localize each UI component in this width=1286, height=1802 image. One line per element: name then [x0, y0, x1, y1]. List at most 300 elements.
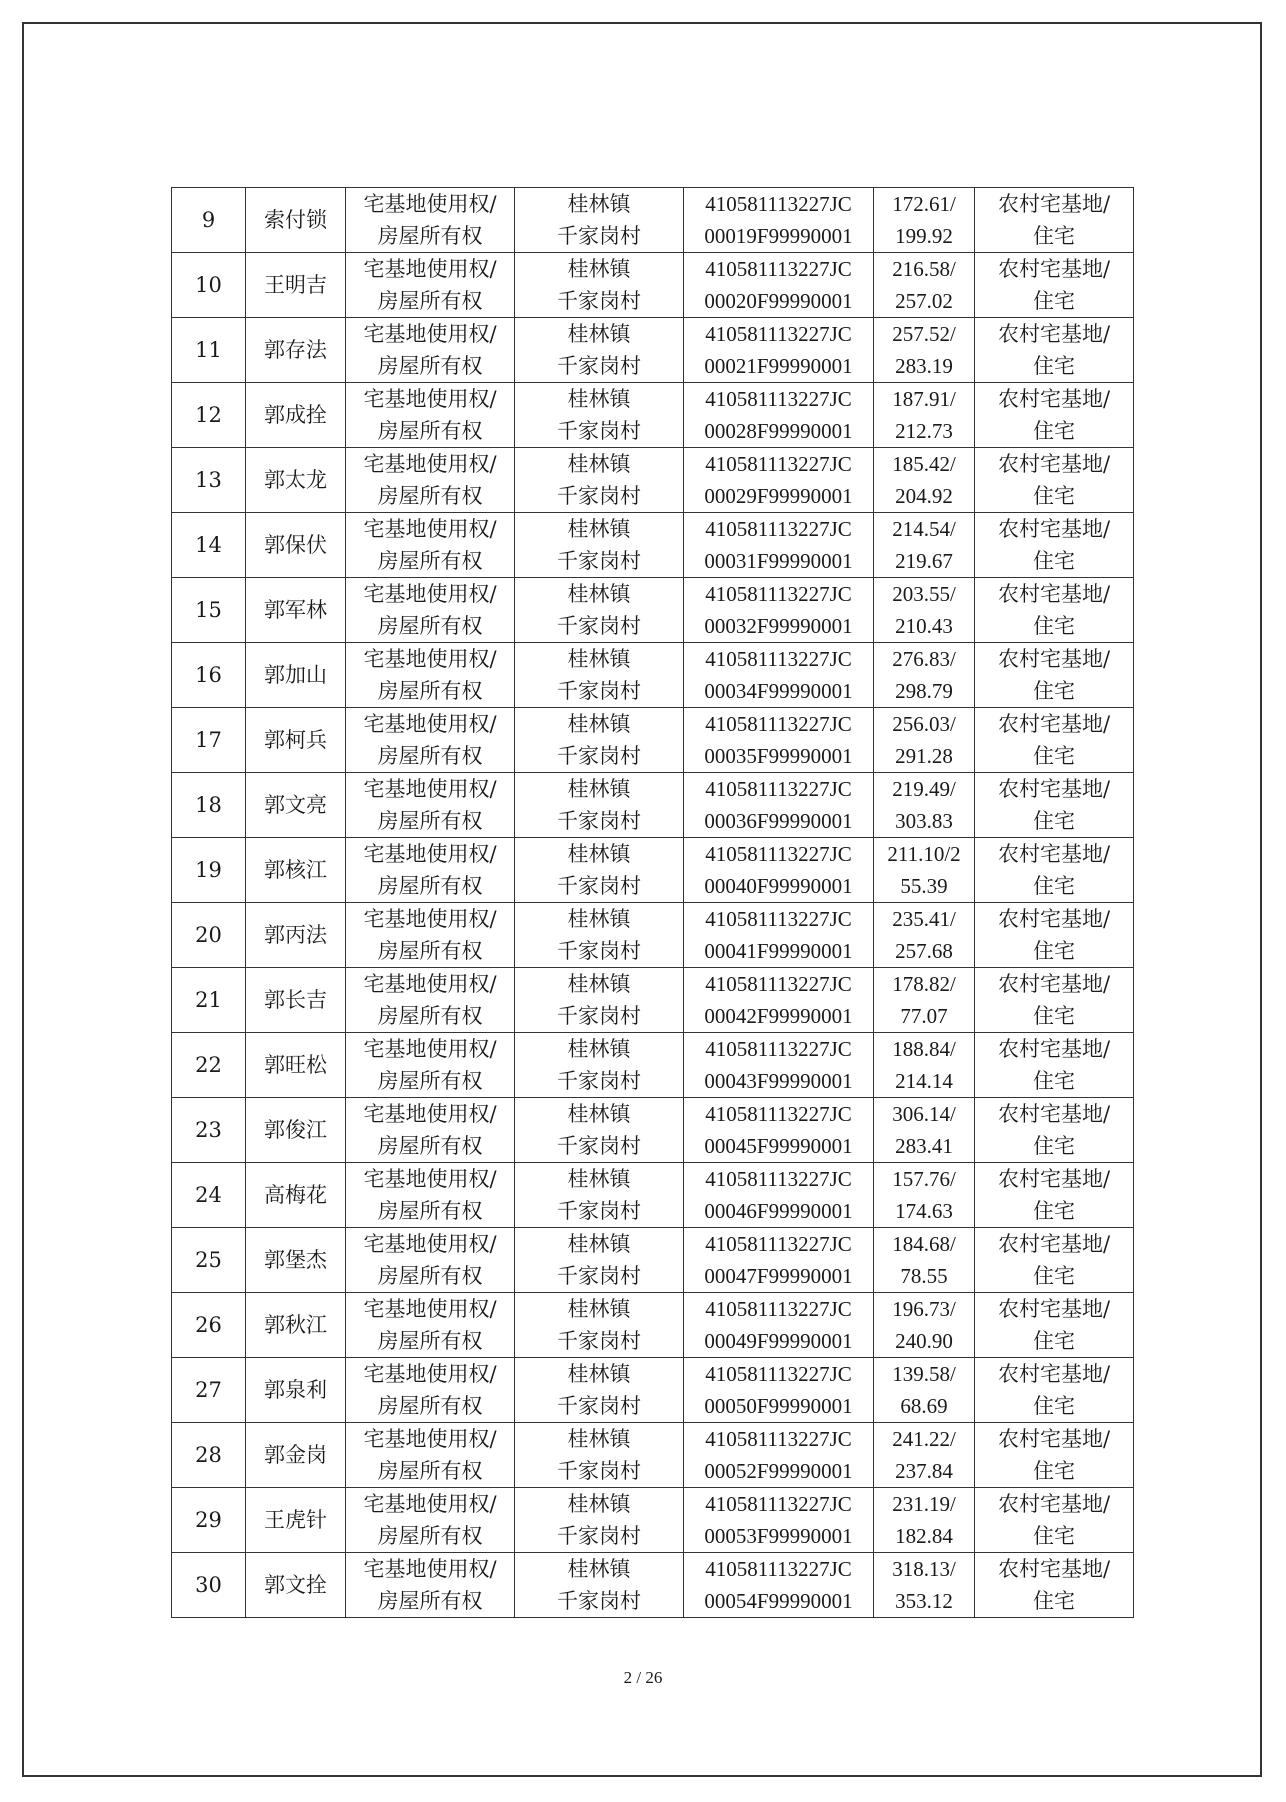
cell-area-line: 276.83/	[892, 647, 956, 671]
cell-right-type	[346, 448, 515, 513]
cell-location-line: 千家岗村	[557, 1004, 641, 1028]
cell-location	[515, 1098, 684, 1163]
cell-right-type	[346, 643, 515, 708]
cell-right-type-line: 房屋所有权	[377, 1264, 483, 1288]
cell-location-line: 桂林镇	[567, 517, 631, 541]
cell-area-line: 283.41	[895, 1134, 953, 1158]
cell-usage	[975, 1423, 1134, 1488]
cell-right-type	[346, 968, 515, 1033]
cell-usage-line: 住宅	[1033, 809, 1075, 833]
table-row	[172, 1098, 1134, 1163]
cell-usage-line: 农村宅基地/	[997, 1297, 1111, 1321]
cell-name: 索付锁	[246, 188, 346, 253]
cell-unit-code-line: 00021F99990001	[704, 354, 853, 378]
cell-name: 郭太龙	[246, 448, 346, 513]
cell-unit-code-line: 410581113227JC	[705, 907, 852, 931]
cell-usage-line: 住宅	[1033, 1589, 1075, 1613]
records-table-body	[172, 188, 1134, 1618]
cell-right-type-line: 房屋所有权	[377, 1069, 483, 1093]
cell-usage-line: 住宅	[1033, 1524, 1075, 1548]
table-row	[172, 1553, 1134, 1618]
cell-name: 郭文亮	[246, 773, 346, 838]
cell-name: 郭核江	[246, 838, 346, 903]
cell-number: 13	[172, 448, 246, 513]
cell-right-type-line: 宅基地使用权/	[363, 1102, 497, 1126]
cell-unit-code-line: 00042F99990001	[704, 1004, 853, 1028]
cell-unit-code-line: 410581113227JC	[705, 1492, 852, 1516]
cell-location-line: 桂林镇	[567, 1362, 631, 1386]
cell-usage-line: 住宅	[1033, 679, 1075, 703]
cell-area-line: 256.03/	[892, 712, 956, 736]
cell-unit-code	[684, 968, 874, 1033]
cell-right-type-line: 房屋所有权	[377, 874, 483, 898]
cell-usage-line: 农村宅基地/	[997, 387, 1111, 411]
cell-location	[515, 968, 684, 1033]
cell-name: 郭秋江	[246, 1293, 346, 1358]
cell-right-type	[346, 253, 515, 318]
cell-right-type-line: 宅基地使用权/	[363, 517, 497, 541]
cell-unit-code-line: 00032F99990001	[704, 614, 853, 638]
cell-right-type-line: 宅基地使用权/	[363, 1557, 497, 1581]
cell-location-line: 千家岗村	[557, 484, 641, 508]
cell-area-line: 291.28	[895, 744, 953, 768]
cell-usage-line: 住宅	[1033, 419, 1075, 443]
cell-name: 王虎针	[246, 1488, 346, 1553]
cell-area-line: 211.10/2	[887, 842, 961, 866]
cell-usage	[975, 903, 1134, 968]
cell-area-line: 240.90	[895, 1329, 953, 1353]
cell-unit-code	[684, 1488, 874, 1553]
cell-right-type-line: 房屋所有权	[377, 549, 483, 573]
cell-area	[874, 1358, 975, 1423]
cell-right-type-line: 宅基地使用权/	[363, 972, 497, 996]
cell-right-type-line: 房屋所有权	[377, 679, 483, 703]
cell-right-type-line: 宅基地使用权/	[363, 1037, 497, 1061]
cell-area-line: 283.19	[895, 354, 953, 378]
cell-unit-code-line: 00020F99990001	[704, 289, 853, 313]
cell-unit-code-line: 00028F99990001	[704, 419, 853, 443]
cell-location-line: 千家岗村	[557, 1264, 641, 1288]
cell-location-line: 桂林镇	[567, 387, 631, 411]
cell-usage-line: 住宅	[1033, 614, 1075, 638]
cell-unit-code-line: 00046F99990001	[704, 1199, 853, 1223]
cell-area-line: 188.84/	[892, 1037, 956, 1061]
cell-right-type-line: 宅基地使用权/	[363, 1492, 497, 1516]
cell-area-line: 214.54/	[892, 517, 956, 541]
cell-usage-line: 农村宅基地/	[997, 777, 1111, 801]
table-row	[172, 1423, 1134, 1488]
cell-usage	[975, 1553, 1134, 1618]
cell-location-line: 桂林镇	[567, 842, 631, 866]
cell-right-type-line: 宅基地使用权/	[363, 647, 497, 671]
cell-usage-line: 住宅	[1033, 289, 1075, 313]
cell-unit-code	[684, 1293, 874, 1358]
cell-location-line: 千家岗村	[557, 1069, 641, 1093]
cell-right-type-line: 宅基地使用权/	[363, 582, 497, 606]
cell-right-type-line: 房屋所有权	[377, 484, 483, 508]
cell-right-type-line: 房屋所有权	[377, 1459, 483, 1483]
cell-right-type	[346, 1033, 515, 1098]
cell-area-line: 257.02	[895, 289, 953, 313]
cell-area-line: 257.68	[895, 939, 953, 963]
cell-right-type-line: 宅基地使用权/	[363, 1232, 497, 1256]
page-number: 2 / 26	[623, 1668, 663, 1687]
cell-usage	[975, 708, 1134, 773]
cell-number: 18	[172, 773, 246, 838]
cell-number: 26	[172, 1293, 246, 1358]
cell-usage-line: 农村宅基地/	[997, 1037, 1111, 1061]
cell-location-line: 桂林镇	[567, 972, 631, 996]
cell-unit-code-line: 410581113227JC	[705, 1102, 852, 1126]
cell-unit-code	[684, 903, 874, 968]
cell-location	[515, 318, 684, 383]
cell-usage-line: 住宅	[1033, 484, 1075, 508]
table-row	[172, 318, 1134, 383]
cell-area	[874, 253, 975, 318]
cell-location-line: 桂林镇	[567, 907, 631, 931]
cell-number: 17	[172, 708, 246, 773]
cell-location-line: 千家岗村	[557, 1329, 641, 1353]
cell-location-line: 桂林镇	[567, 777, 631, 801]
cell-unit-code	[684, 188, 874, 253]
cell-location	[515, 188, 684, 253]
cell-usage-line: 住宅	[1033, 1394, 1075, 1418]
cell-number: 24	[172, 1163, 246, 1228]
cell-number: 12	[172, 383, 246, 448]
cell-unit-code-line: 00053F99990001	[704, 1524, 853, 1548]
cell-number: 21	[172, 968, 246, 1033]
cell-unit-code-line: 410581113227JC	[705, 712, 852, 736]
cell-area-line: 212.73	[895, 419, 953, 443]
cell-usage-line: 住宅	[1033, 939, 1075, 963]
table-row	[172, 773, 1134, 838]
cell-location-line: 千家岗村	[557, 354, 641, 378]
cell-unit-code-line: 00031F99990001	[704, 549, 853, 573]
cell-location-line: 千家岗村	[557, 1394, 641, 1418]
cell-unit-code-line: 410581113227JC	[705, 322, 852, 346]
cell-unit-code-line: 00047F99990001	[704, 1264, 853, 1288]
cell-unit-code-line: 410581113227JC	[705, 452, 852, 476]
cell-area	[874, 1293, 975, 1358]
cell-right-type-line: 宅基地使用权/	[363, 257, 497, 281]
cell-number: 28	[172, 1423, 246, 1488]
cell-name: 郭泉利	[246, 1358, 346, 1423]
cell-area	[874, 1228, 975, 1293]
cell-area-line: 318.13/	[892, 1557, 956, 1581]
cell-area	[874, 1033, 975, 1098]
cell-area-line: 237.84	[895, 1459, 953, 1483]
cell-location-line: 桂林镇	[567, 322, 631, 346]
cell-unit-code-line: 410581113227JC	[705, 1037, 852, 1061]
cell-area	[874, 1423, 975, 1488]
cell-location	[515, 1488, 684, 1553]
cell-right-type-line: 房屋所有权	[377, 354, 483, 378]
cell-location-line: 千家岗村	[557, 874, 641, 898]
cell-area-line: 174.63	[895, 1199, 953, 1223]
cell-right-type	[346, 838, 515, 903]
cell-location	[515, 1228, 684, 1293]
cell-location-line: 桂林镇	[567, 192, 631, 216]
table-row	[172, 1033, 1134, 1098]
cell-usage-line: 农村宅基地/	[997, 647, 1111, 671]
cell-location	[515, 903, 684, 968]
cell-right-type-line: 宅基地使用权/	[363, 712, 497, 736]
cell-right-type-line: 房屋所有权	[377, 1524, 483, 1548]
cell-location-line: 千家岗村	[557, 1134, 641, 1158]
cell-area-line: 257.52/	[892, 322, 956, 346]
cell-name: 郭旺松	[246, 1033, 346, 1098]
cell-area	[874, 968, 975, 1033]
cell-unit-code-line: 00050F99990001	[704, 1394, 853, 1418]
cell-location	[515, 448, 684, 513]
cell-name: 郭存法	[246, 318, 346, 383]
cell-usage-line: 农村宅基地/	[997, 1102, 1111, 1126]
cell-location-line: 桂林镇	[567, 712, 631, 736]
cell-number: 15	[172, 578, 246, 643]
cell-usage-line: 住宅	[1033, 224, 1075, 248]
cell-area	[874, 838, 975, 903]
cell-right-type-line: 房屋所有权	[377, 419, 483, 443]
cell-area-line: 214.14	[895, 1069, 953, 1093]
cell-area-line: 77.07	[900, 1004, 948, 1028]
cell-area-line: 196.73/	[892, 1297, 956, 1321]
cell-location-line: 千家岗村	[557, 1459, 641, 1483]
cell-number: 19	[172, 838, 246, 903]
cell-right-type	[346, 773, 515, 838]
cell-right-type-line: 房屋所有权	[377, 1329, 483, 1353]
cell-area-line: 216.58/	[892, 257, 956, 281]
cell-location-line: 桂林镇	[567, 1297, 631, 1321]
cell-usage	[975, 578, 1134, 643]
cell-usage-line: 住宅	[1033, 1459, 1075, 1483]
cell-usage	[975, 773, 1134, 838]
cell-right-type-line: 宅基地使用权/	[363, 1362, 497, 1386]
cell-unit-code	[684, 1553, 874, 1618]
cell-area	[874, 643, 975, 708]
cell-usage	[975, 1488, 1134, 1553]
cell-unit-code-line: 00041F99990001	[704, 939, 853, 963]
cell-area	[874, 578, 975, 643]
cell-location	[515, 708, 684, 773]
cell-location-line: 桂林镇	[567, 1427, 631, 1451]
cell-usage-line: 住宅	[1033, 1134, 1075, 1158]
cell-usage-line: 农村宅基地/	[997, 452, 1111, 476]
cell-location	[515, 1358, 684, 1423]
cell-location	[515, 253, 684, 318]
cell-number: 30	[172, 1553, 246, 1618]
cell-name: 郭军林	[246, 578, 346, 643]
cell-unit-code-line: 410581113227JC	[705, 777, 852, 801]
cell-location-line: 千家岗村	[557, 419, 641, 443]
cell-right-type-line: 房屋所有权	[377, 939, 483, 963]
cell-usage	[975, 513, 1134, 578]
cell-name: 王明吉	[246, 253, 346, 318]
table-row	[172, 838, 1134, 903]
cell-unit-code-line: 00040F99990001	[704, 874, 853, 898]
cell-unit-code	[684, 253, 874, 318]
cell-location-line: 桂林镇	[567, 1557, 631, 1581]
cell-usage-line: 住宅	[1033, 354, 1075, 378]
cell-area	[874, 903, 975, 968]
cell-area	[874, 513, 975, 578]
cell-usage	[975, 318, 1134, 383]
cell-unit-code	[684, 1163, 874, 1228]
cell-right-type-line: 房屋所有权	[377, 1394, 483, 1418]
cell-area-line: 231.19/	[892, 1492, 956, 1516]
cell-location-line: 千家岗村	[557, 744, 641, 768]
cell-unit-code-line: 00052F99990001	[704, 1459, 853, 1483]
cell-unit-code-line: 410581113227JC	[705, 1297, 852, 1321]
cell-area	[874, 773, 975, 838]
cell-right-type	[346, 1488, 515, 1553]
cell-usage	[975, 383, 1134, 448]
cell-location	[515, 513, 684, 578]
cell-right-type	[346, 1163, 515, 1228]
table-row	[172, 1358, 1134, 1423]
cell-location-line: 千家岗村	[557, 679, 641, 703]
cell-right-type	[346, 1423, 515, 1488]
cell-location-line: 千家岗村	[557, 809, 641, 833]
cell-usage-line: 农村宅基地/	[997, 712, 1111, 736]
cell-usage-line: 农村宅基地/	[997, 1492, 1111, 1516]
cell-usage-line: 农村宅基地/	[997, 1427, 1111, 1451]
cell-name: 郭长吉	[246, 968, 346, 1033]
cell-area-line: 241.22/	[892, 1427, 956, 1451]
cell-unit-code	[684, 1358, 874, 1423]
cell-unit-code-line: 00034F99990001	[704, 679, 853, 703]
cell-right-type-line: 宅基地使用权/	[363, 907, 497, 931]
cell-usage	[975, 1228, 1134, 1293]
cell-unit-code	[684, 1098, 874, 1163]
cell-usage	[975, 1163, 1134, 1228]
cell-right-type-line: 房屋所有权	[377, 1004, 483, 1028]
cell-number: 10	[172, 253, 246, 318]
cell-number: 25	[172, 1228, 246, 1293]
cell-area-line: 235.41/	[892, 907, 956, 931]
cell-unit-code	[684, 318, 874, 383]
cell-unit-code-line: 410581113227JC	[705, 192, 852, 216]
cell-name: 郭俊江	[246, 1098, 346, 1163]
table-row	[172, 1163, 1134, 1228]
cell-right-type	[346, 708, 515, 773]
cell-right-type	[346, 513, 515, 578]
cell-usage-line: 住宅	[1033, 1004, 1075, 1028]
cell-location	[515, 773, 684, 838]
cell-location-line: 千家岗村	[557, 1524, 641, 1548]
cell-right-type-line: 房屋所有权	[377, 289, 483, 313]
cell-usage-line: 农村宅基地/	[997, 1167, 1111, 1191]
table-row	[172, 1488, 1134, 1553]
cell-unit-code	[684, 773, 874, 838]
cell-area-line: 157.76/	[892, 1167, 956, 1191]
cell-usage-line: 农村宅基地/	[997, 1557, 1111, 1581]
cell-area-line: 139.58/	[892, 1362, 956, 1386]
cell-unit-code-line: 410581113227JC	[705, 972, 852, 996]
cell-area	[874, 1553, 975, 1618]
cell-usage-line: 住宅	[1033, 744, 1075, 768]
cell-usage-line: 住宅	[1033, 1264, 1075, 1288]
cell-usage-line: 农村宅基地/	[997, 1232, 1111, 1256]
cell-right-type	[346, 318, 515, 383]
cell-area-line: 204.92	[895, 484, 953, 508]
cell-number: 20	[172, 903, 246, 968]
cell-usage	[975, 838, 1134, 903]
cell-area-line: 178.82/	[892, 972, 956, 996]
cell-right-type	[346, 1228, 515, 1293]
table-row	[172, 968, 1134, 1033]
cell-unit-code-line: 00036F99990001	[704, 809, 853, 833]
cell-area-line: 199.92	[895, 224, 953, 248]
cell-usage-line: 农村宅基地/	[997, 1362, 1111, 1386]
cell-area-line: 172.61/	[892, 192, 956, 216]
cell-right-type	[346, 383, 515, 448]
cell-unit-code-line: 00043F99990001	[704, 1069, 853, 1093]
cell-unit-code-line: 410581113227JC	[705, 582, 852, 606]
cell-usage	[975, 188, 1134, 253]
cell-unit-code-line: 410581113227JC	[705, 517, 852, 541]
cell-usage	[975, 448, 1134, 513]
cell-unit-code	[684, 1033, 874, 1098]
cell-name: 郭丙法	[246, 903, 346, 968]
cell-area	[874, 1488, 975, 1553]
cell-area-line: 210.43	[895, 614, 953, 638]
cell-right-type-line: 房屋所有权	[377, 614, 483, 638]
cell-location-line: 千家岗村	[557, 939, 641, 963]
cell-area-line: 353.12	[895, 1589, 953, 1613]
cell-right-type	[346, 903, 515, 968]
cell-area-line: 298.79	[895, 679, 953, 703]
cell-number: 11	[172, 318, 246, 383]
cell-usage-line: 住宅	[1033, 1199, 1075, 1223]
cell-right-type-line: 宅基地使用权/	[363, 1167, 497, 1191]
cell-area	[874, 448, 975, 513]
cell-location	[515, 578, 684, 643]
cell-area	[874, 708, 975, 773]
cell-right-type-line: 宅基地使用权/	[363, 1427, 497, 1451]
cell-unit-code-line: 410581113227JC	[705, 1167, 852, 1191]
cell-usage	[975, 1358, 1134, 1423]
cell-location	[515, 1423, 684, 1488]
table-row	[172, 253, 1134, 318]
cell-location-line: 桂林镇	[567, 257, 631, 281]
cell-unit-code-line: 00045F99990001	[704, 1134, 853, 1158]
cell-unit-code-line: 410581113227JC	[705, 1557, 852, 1581]
cell-right-type-line: 房屋所有权	[377, 1134, 483, 1158]
cell-right-type	[346, 578, 515, 643]
cell-number: 22	[172, 1033, 246, 1098]
cell-right-type-line: 宅基地使用权/	[363, 387, 497, 411]
cell-usage-line: 农村宅基地/	[997, 322, 1111, 346]
cell-area	[874, 383, 975, 448]
cell-usage-line: 住宅	[1033, 1069, 1075, 1093]
cell-right-type-line: 宅基地使用权/	[363, 842, 497, 866]
cell-location-line: 桂林镇	[567, 1492, 631, 1516]
cell-usage	[975, 968, 1134, 1033]
cell-right-type-line: 宅基地使用权/	[363, 452, 497, 476]
cell-usage-line: 农村宅基地/	[997, 192, 1111, 216]
cell-right-type-line: 宅基地使用权/	[363, 1297, 497, 1321]
cell-area	[874, 188, 975, 253]
table-row	[172, 643, 1134, 708]
cell-number: 27	[172, 1358, 246, 1423]
cell-unit-code	[684, 708, 874, 773]
cell-area-line: 219.49/	[892, 777, 956, 801]
cell-unit-code-line: 410581113227JC	[705, 842, 852, 866]
cell-unit-code-line: 410581113227JC	[705, 1362, 852, 1386]
cell-right-type	[346, 1553, 515, 1618]
cell-unit-code-line: 00054F99990001	[704, 1589, 853, 1613]
cell-unit-code-line: 00019F99990001	[704, 224, 853, 248]
